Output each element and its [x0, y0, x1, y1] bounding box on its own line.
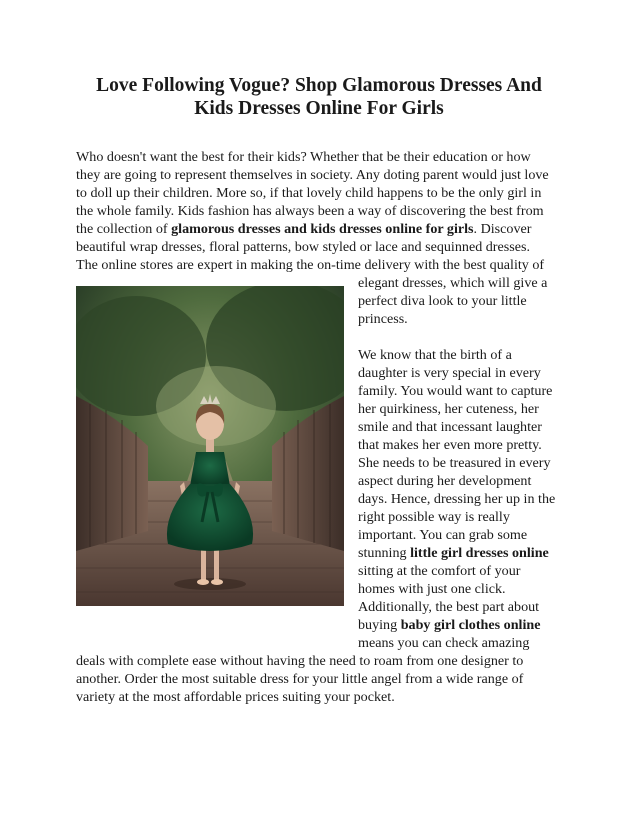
title-line-2: Kids Dresses Online For Girls — [194, 98, 444, 119]
page-title — [70, 74, 568, 120]
text-line — [358, 616, 540, 634]
text-line: princess. — [358, 311, 408, 327]
text-segment: the collection of — [76, 221, 172, 237]
text-line: The online stores are expert in making the on-time delivery with the best quality of — [76, 257, 545, 273]
text-line: means you can check amazing — [358, 635, 530, 651]
text-line: her quirkiness, her cuteness, her — [358, 401, 539, 417]
dress-bodice — [190, 452, 230, 486]
text-line: sitting at the comfort of your — [358, 563, 521, 579]
text-line: another. Order the most suitable dress for your little angel from a wide range of — [76, 671, 524, 687]
text-line: Additionally, the best part about — [358, 599, 540, 615]
text-line: deals with complete ease without having the need to roam from one designer to — [76, 653, 524, 669]
keyword-link-little-girl-dresses[interactable]: little girl dresses online — [410, 545, 549, 561]
text-segment: . Discover — [473, 221, 532, 237]
text-line: beautiful wrap dresses, floral patterns, bow styled or lace and sequinned dresses. — [76, 239, 530, 255]
text-line: variety at the most affordable prices suiting your pocket. — [76, 689, 395, 705]
text-line: that makes her even more pretty. — [358, 437, 542, 453]
text-line: Who doesn't want the best for their kids? Whether that be their education or how — [76, 149, 531, 165]
text-line: elegant dresses, which will give a — [358, 275, 548, 291]
text-line: family. You would want to capture — [358, 383, 553, 399]
keyword-link-glamorous-dresses[interactable]: glamorous dresses and kids dresses online for girls — [171, 221, 474, 237]
text-line: daughter is very special in every — [358, 365, 541, 381]
text-segment: buying — [358, 617, 401, 633]
text-line: smile and that incessant laughter — [358, 419, 542, 435]
text-line — [358, 544, 549, 562]
keyword-link-baby-girl-clothes[interactable]: baby girl clothes online — [400, 617, 541, 633]
text-line: the whole family. Kids fashion has always been a way of discovering the best from — [76, 203, 544, 219]
text-line: right possible way is really — [358, 509, 510, 525]
text-line: homes with just one click. — [358, 581, 506, 597]
text-line: She needs to be treasured in every — [358, 455, 551, 471]
text-segment: stunning — [358, 545, 411, 561]
girl-on-bridge-photo — [76, 286, 344, 606]
text-line: perfect diva look to your little — [358, 293, 527, 309]
text-line: they are going to represent themselves in society. Any doting parent would just love — [76, 167, 549, 183]
text-line — [76, 220, 531, 238]
text-line: aspect during her development — [358, 473, 532, 489]
text-line: to doll up their children. More so, if that lovely child happens to be the only girl in — [76, 185, 542, 201]
title-line-1: Love Following Vogue? Shop Glamorous Dresses And — [96, 75, 542, 96]
text-line: days. Hence, dressing her up in the — [358, 491, 556, 507]
text-line: important. You can grab some — [358, 527, 528, 543]
text-line: We know that the birth of a — [358, 347, 512, 363]
